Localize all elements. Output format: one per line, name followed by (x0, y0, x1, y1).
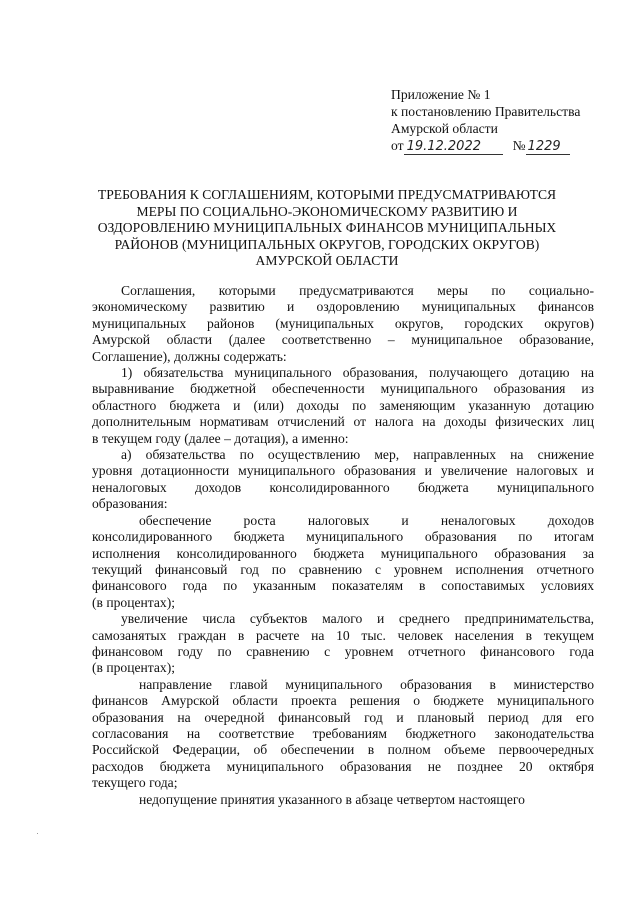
paragraph (92, 792, 594, 808)
paragraph-line: образования на очередной финансовый год и плановый период для его (92, 709, 594, 725)
title-line: ОЗДОРОВЛЕНИЮ МУНИЦИПАЛЬНЫХ ФИНАНСОВ МУНИЦИПАЛЬНЫХ (97, 220, 557, 235)
paragraph-line: увеличение числа субъектов малого и среднего предпринимательства, (121, 611, 594, 627)
paragraph-line: муниципальных районов (муниципальных округов, городских округов) (92, 315, 594, 331)
scan-artifact (37, 833, 38, 834)
paragraph-line: недопущение принятия указанного в абзаце четвертом настоящего (139, 791, 525, 807)
number-label: № (512, 138, 526, 153)
paragraph-line: экономическому развитию и оздоровлению муниципальных финансов (92, 299, 594, 315)
paragraph-line: текущий финансовый год по сравнению с уровнем исполнения отчетного (92, 561, 594, 577)
paragraph-line: образования: (92, 496, 168, 512)
appendix-header (391, 86, 580, 155)
paragraph (92, 447, 594, 513)
paragraph-line: обеспечение роста налоговых и неналоговых доходов (139, 512, 594, 528)
document-body (92, 283, 594, 808)
paragraph-line: уровня дотационности муниципального образования и увеличение налоговых и (92, 463, 594, 479)
paragraph-line: расходов бюджета муниципального образования не позднее 20 октября (92, 758, 594, 774)
paragraph (92, 611, 594, 677)
paragraph (92, 365, 594, 447)
handwritten-date: 19.12.2022 (404, 140, 503, 155)
paragraph (92, 677, 594, 792)
paragraph-line: областного бюджета и (или) доходы по заменяющим указанную дотацию (92, 397, 594, 413)
paragraph-line: выравнивание бюджетной обеспеченности муниципального образования из (92, 381, 594, 397)
title-line: МЕРЫ ПО СОЦИАЛЬНО-ЭКОНОМИЧЕСКОМУ РАЗВИТИЮ И (136, 203, 518, 219)
paragraph-line: 1) обязательства муниципального образования, получающего дотацию на (121, 365, 594, 381)
paragraph-line: исполнения консолидированного бюджета муниципального образования за (92, 545, 594, 561)
date-prefix: от (391, 138, 404, 153)
paragraph-line: финансового года по указанным показателям в сопоставимых условиях (92, 578, 594, 594)
appendix-line-2: к постановлению Правительства (391, 104, 581, 119)
paragraph-line: направление главой муниципального образования в министерство (139, 676, 594, 692)
paragraph-line: Амурской области (далее соответственно – муниципальное образование, (92, 332, 594, 348)
title-line: ТРЕБОВАНИЯ К СОГЛАШЕНИЯМ, КОТОРЫМИ ПРЕДУСМАТРИВАЮТСЯ (97, 187, 557, 202)
appendix-line-3: Амурской области (391, 121, 498, 136)
title-line: АМУРСКОЙ ОБЛАСТИ (255, 253, 399, 268)
paragraph-line: (в процентах); (92, 660, 176, 676)
paragraph-line: Соглашения, которыми предусматриваются меры по социально- (121, 283, 594, 298)
paragraph-line: финансовом году по сравнению с уровнем отчетного финансового года (92, 643, 594, 659)
handwritten-number: 1229 (526, 140, 570, 155)
paragraph-line: согласования на соответствие требованиям бюджетного законодательства (92, 725, 594, 741)
paragraph-line: консолидированного бюджета муниципального образования по итогам (92, 529, 594, 545)
appendix-line-1: Приложение № 1 (391, 87, 491, 102)
paragraph-line: неналоговых доходов консолидированного бюджета муниципального (92, 479, 594, 495)
paragraph-line: а) обязательства по осуществлению мер, направленных на снижение (121, 447, 594, 463)
paragraph-line: финансов Амурской области проекта решения о бюджете муниципального (92, 693, 594, 709)
document-title (92, 187, 562, 270)
paragraph (92, 283, 594, 365)
paragraph-line: Соглашение), должны содержать: (92, 348, 287, 364)
appendix-date-number-line (391, 137, 580, 155)
paragraph-line: (в процентах); (92, 594, 176, 610)
title-line: РАЙОНОВ (МУНИЦИПАЛЬНЫХ ОКРУГОВ, ГОРОДСКИХ ОКРУГОВ) (114, 236, 540, 252)
paragraph-line: в текущем году (далее – дотация), а именно: (92, 430, 349, 446)
paragraph-line: Российской Федерации, об обеспечении в полном объеме первоочередных (92, 742, 594, 758)
paragraph (92, 513, 594, 611)
paragraph-line: дополнительным нормативам отчислений от налога на доходы физических лиц (92, 414, 594, 430)
paragraph-line: самозанятых граждан в расчете на 10 тыс. человек населения в текущем (92, 627, 594, 643)
paragraph-line: текущего года; (92, 775, 178, 791)
